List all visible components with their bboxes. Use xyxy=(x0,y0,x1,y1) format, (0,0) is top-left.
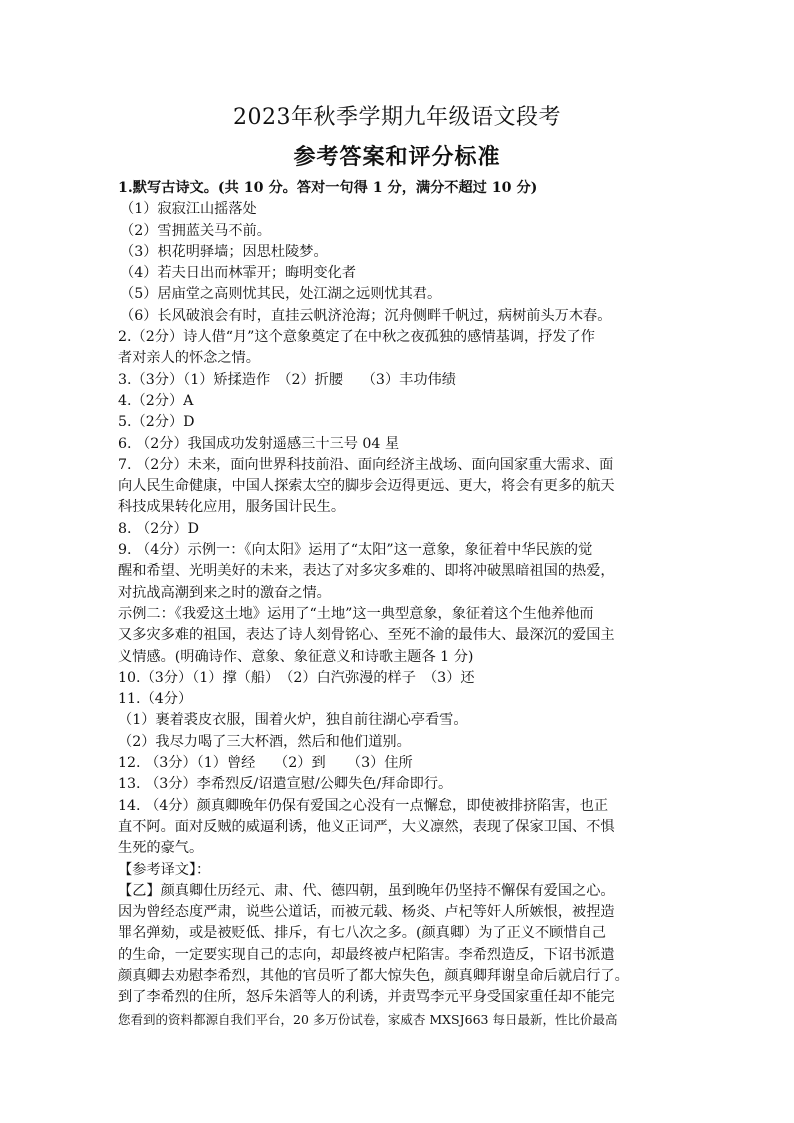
translation-line: 罪名弹劾，或是被贬低、排斥，有七八次之多。(颜真卿）为了正义不顾惜自己 xyxy=(118,925,606,942)
answer-line: 10.（3分）（1）撑（船） （2）白汽弥漫的样子 （3）还 xyxy=(118,669,475,686)
question-line: 1.默写古诗文。(共 10 分。答对一句得 1 分，满分不超过 10 分) xyxy=(118,180,538,196)
answer-line: （3）枳花明驿墙；因思杜陵梦。 xyxy=(120,243,328,260)
answer-line: 12. （3分）（1）曾经 （2）到 （3）住所 xyxy=(118,755,413,772)
answer-body xyxy=(118,178,688,1030)
answer-line: 8. （2分）D xyxy=(118,520,200,537)
answer-line: （4）若夫日出而林霏开；晦明变化者 xyxy=(120,265,357,282)
answer-line: （6）长风破浪会有时，直挂云帆济沧海；沉舟侧畔千帆过，病树前头万木春。 xyxy=(120,307,612,324)
answer-line: 7. （2分）未来，面向世界科技前沿、面向经济主战场、面向国家重大需求、面 xyxy=(118,456,614,473)
translation-line: 颜真卿去劝慰李希烈，其他的官员听了都大惊失色，颜真卿拜谢皇命后就启行了。 xyxy=(118,967,629,984)
translation-line: 因为曾经态度严肃，说些公道话，而被元载、杨炎、卢杞等奸人所嫉恨，被捏造 xyxy=(118,904,615,921)
translation-line: 到了李希烈的住所，怒斥朱滔等人的利诱，并责骂李元平身受国家重任却不能完 xyxy=(118,989,615,1006)
answer-line: 直不阿。面对反贼的威逼利诱，他义正词严，大义凛然，表现了保家卫国、不惧 xyxy=(118,818,615,835)
answer-line: 11.（4分） xyxy=(118,691,193,708)
translation-line: 【乙】颜真卿仕历经元、肃、代、德四朝，虽到晚年仍坚持不懈保有爱国之心。 xyxy=(118,882,615,899)
answer-line: 又多灾多难的祖国，表达了诗人刻骨铭心、至死不渝的最伟大、最深沉的爱国主 xyxy=(118,627,615,644)
answer-line: 醒和希望、光明美好的未来，表达了对多灾多难的、即将冲破黑暗祖国的热爱， xyxy=(118,563,615,580)
answer-line: 3.（3分）（1）矫揉造作 （2）折腰 （3）丰功伟绩 xyxy=(118,371,456,388)
translation-heading: 【参考译文】： xyxy=(118,861,211,878)
answer-line: 9. （4分）示例一：《向太阳》运用了“太阳”这一意象，象征着中华民族的觉 xyxy=(118,542,593,559)
answer-line: （1）裹着裘皮衣服，围着火炉，独自前往湖心亭看雪。 xyxy=(118,712,468,729)
footer-notice: 您看到的资料都源自我们平台，20 多万份试卷，家威杏 MXSJ663 每日最新，性比价最高 xyxy=(118,1011,618,1027)
answer-line: 2.（2分）诗人借“月”这个意象奠定了在中秋之夜孤独的感情基调，抒发了作 xyxy=(118,329,595,346)
answer-line: 对抗战高潮到来之时的激奋之情。 xyxy=(118,584,331,601)
answer-line: 13. （3分）李希烈反/诏遣宣慰/公卿失色/拜命即行。 xyxy=(118,776,453,793)
answer-line: （1）寂寂江山摇落处 xyxy=(120,201,257,218)
answer-line: 义情感。(明确诗作、意象、象征意义和诗歌主题各 1 分) xyxy=(118,648,474,665)
answer-line: 示例二：《我爱这土地》运用了“土地”这一典型意象，象征着这个生他养他而 xyxy=(118,605,594,622)
document-title: 2023年秋季学期九年级语文段考 xyxy=(233,105,561,130)
answer-line: 向人民生命健康，中国人探索太空的脚步会迈得更远、更大，将会有更多的航天 xyxy=(118,478,615,495)
answer-line: 6. （2分）我国成功发射遥感三十三号 04 星 xyxy=(118,435,400,452)
answer-line: 5.（2分）D xyxy=(118,414,195,431)
answer-line: 生死的豪气。 xyxy=(118,840,204,857)
answer-line: （5）居庙堂之高则忧其民，处江湖之远则忧其君。 xyxy=(120,286,442,303)
answer-line: 14. （4分）颜真卿晚年仍保有爱国之心没有一点懈怠，即使被排挤陷害，也正 xyxy=(118,797,609,814)
answer-line: （2）雪拥蓝关马不前。 xyxy=(120,222,271,239)
answer-line: 者对亲人的怀念之情。 xyxy=(118,350,260,367)
document-subtitle: 参考答案和评分标准 xyxy=(293,144,501,170)
answer-line: 4.（2分）A xyxy=(118,392,194,409)
translation-line: 的生命，一定要实现自己的志向，却最终被卢杞陷害。李希烈造反，下诏书派遣 xyxy=(118,946,615,963)
answer-line: （2）我尽力喝了三大杯酒，然后和他们道别。 xyxy=(118,733,411,750)
answer-line: 科技成果转化应用，服务国计民生。 xyxy=(118,499,346,516)
